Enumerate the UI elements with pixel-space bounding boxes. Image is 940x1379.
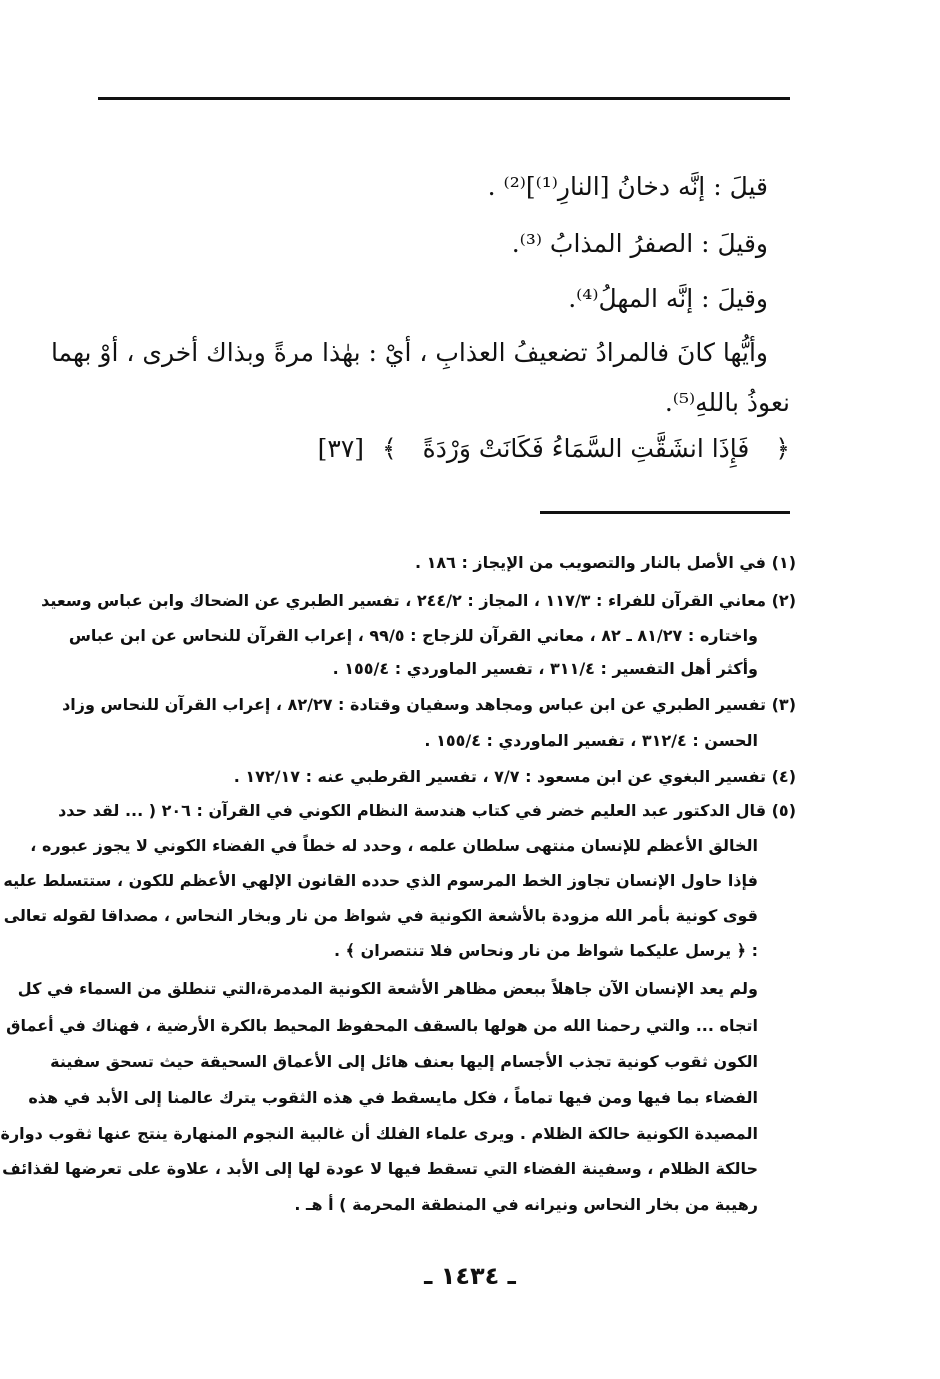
footnote-line: فإذا حاول الإنسان تجاوز الخط المرسوم الذي حدده القانون الإلهي الأعظم للكون ، ستتسلط عليه (3, 871, 758, 890)
main-line: قيلَ : إنَّه دخانُ [النارِ⁽¹⁾]⁽²⁾ . (487, 172, 768, 201)
footnote-line: المصيدة الكونية حالكة الظلام . ويرى علماء الفلك أن غالبية النجوم المنهارة ينتج عنها ثقوب دوارة (0, 1124, 758, 1143)
footnote-line: (١) في الأصل بالنار والتصويب من الإيجاز : ١٨٦ . (414, 553, 796, 572)
footnote-line: رهيبة من بخار النحاس ونيرانه في المنطقة المحرمة ) أ هـ . (294, 1195, 758, 1214)
footnote-line: الفضاء بما فيها ومن فيها تماماً ، فكل مايسقط في هذه الثقوب يترك عالمنا إلى الأبد في هذه (28, 1088, 758, 1107)
main-line: نعوذُ باللهِ⁽⁵⁾. (664, 388, 790, 417)
footnote-line: (٤) تفسير البغوي عن ابن مسعود : ٧/٧ ، تفسير القرطبي عنه : ١٧٢/١٧ . (233, 767, 796, 786)
page-number: ـ ١٤٣٤ ـ (424, 1262, 516, 1290)
footnote-line: الحسن : ٣١٢/٤ ، تفسير الماوردي : ١٥٥/٤ . (424, 731, 758, 750)
footnote-line: (٢) معاني القرآن للفراء : ١١٧/٣ ، المجاز : ٢٤٤/٢ ، تفسير الطبري عن الضحاك وابن عباس وسعيد (41, 591, 796, 610)
footnote-line: : ﴿ يرسل عليكما شواظ من نار ونحاس فلا تنتصران ﴾ . (333, 941, 758, 960)
quran-verse (318, 434, 790, 463)
main-line: وأيُّها كانَ فالمرادُ تضعيفُ العذابِ ، أيْ : بهٰذا مرةً وبذاك أخرى ، أوْ بهما (50, 338, 768, 367)
footnote-line: واختاره : ٨١/٢٧ ـ ٨٢ ، معاني القرآن للزجاج : ٩٩/٥ ، إعراب القرآن للنحاس عن ابن عباس (68, 626, 758, 645)
main-line: وقيلَ : الصفرُ المذابُ ⁽³⁾. (511, 229, 768, 258)
footnote-line: قوى كونية بأمر الله مزودة بالأشعة الكونية في شواظ من نار وبخار النحاس ، مصداقا لقوله تعالى (3, 906, 758, 925)
footnote-line: (٥) قال الدكتور عبد العليم خضر في كتاب هندسة النظام الكوني في القرآن : ٢٠٦ ( ... لقد حدد (58, 801, 796, 820)
footnote-line: ولم يعد الإنسان الآن جاهلاً ببعض مظاهر الأشعة الكونية المدمرة،التي تنطلق من السماء في كل (17, 979, 758, 998)
footnote-line: اتجاه ... والتي رحمنا الله من هولها بالسقف المحفوظ المحيط بالكرة الأرضية ، فهناك في أعماق (6, 1016, 758, 1035)
verse-close-bracket: ﴾ (381, 434, 397, 463)
footnote-line: الكون ثقوب كونية تجذب الأجسام إليها بعنف هائل إلى الأعماق السحيقة حيث تسحق سفينة (50, 1052, 758, 1071)
top-rule (98, 97, 790, 100)
footnote-line: وأكثر أهل التفسير : ٣١١/٤ ، تفسير الماوردي : ١٥٥/٤ . (332, 659, 758, 678)
footnote-rule (540, 511, 790, 514)
verse-open-bracket: ﴿ (775, 434, 790, 463)
verse-reference: [٣٧] (317, 434, 365, 463)
main-line: وقيلَ : إنَّه المهلُ⁽⁴⁾. (568, 284, 768, 313)
footnote-line: حالكة الظلام ، وسفينة الفضاء التي تسقط فيها لا عودة لها إلى الأبد ، علاوة على تعرضها لقذائف (2, 1159, 758, 1178)
footnote-line: الخالق الأعظم للإنسان منتهى سلطان علمه ، وحدد له خطاً في الفضاء الكوني لا يجوز عبوره ، (30, 836, 758, 855)
footnote-line: (٣) تفسير الطبري عن ابن عباس ومجاهد وسفيان وقتادة : ٨٢/٢٧ ، إعراب القرآن للنحاس وزاد (62, 695, 796, 714)
verse-text: فَإِذَا انشَقَّتِ السَّمَاءُ فَكَانَتْ وَرْدَةً (422, 434, 750, 463)
